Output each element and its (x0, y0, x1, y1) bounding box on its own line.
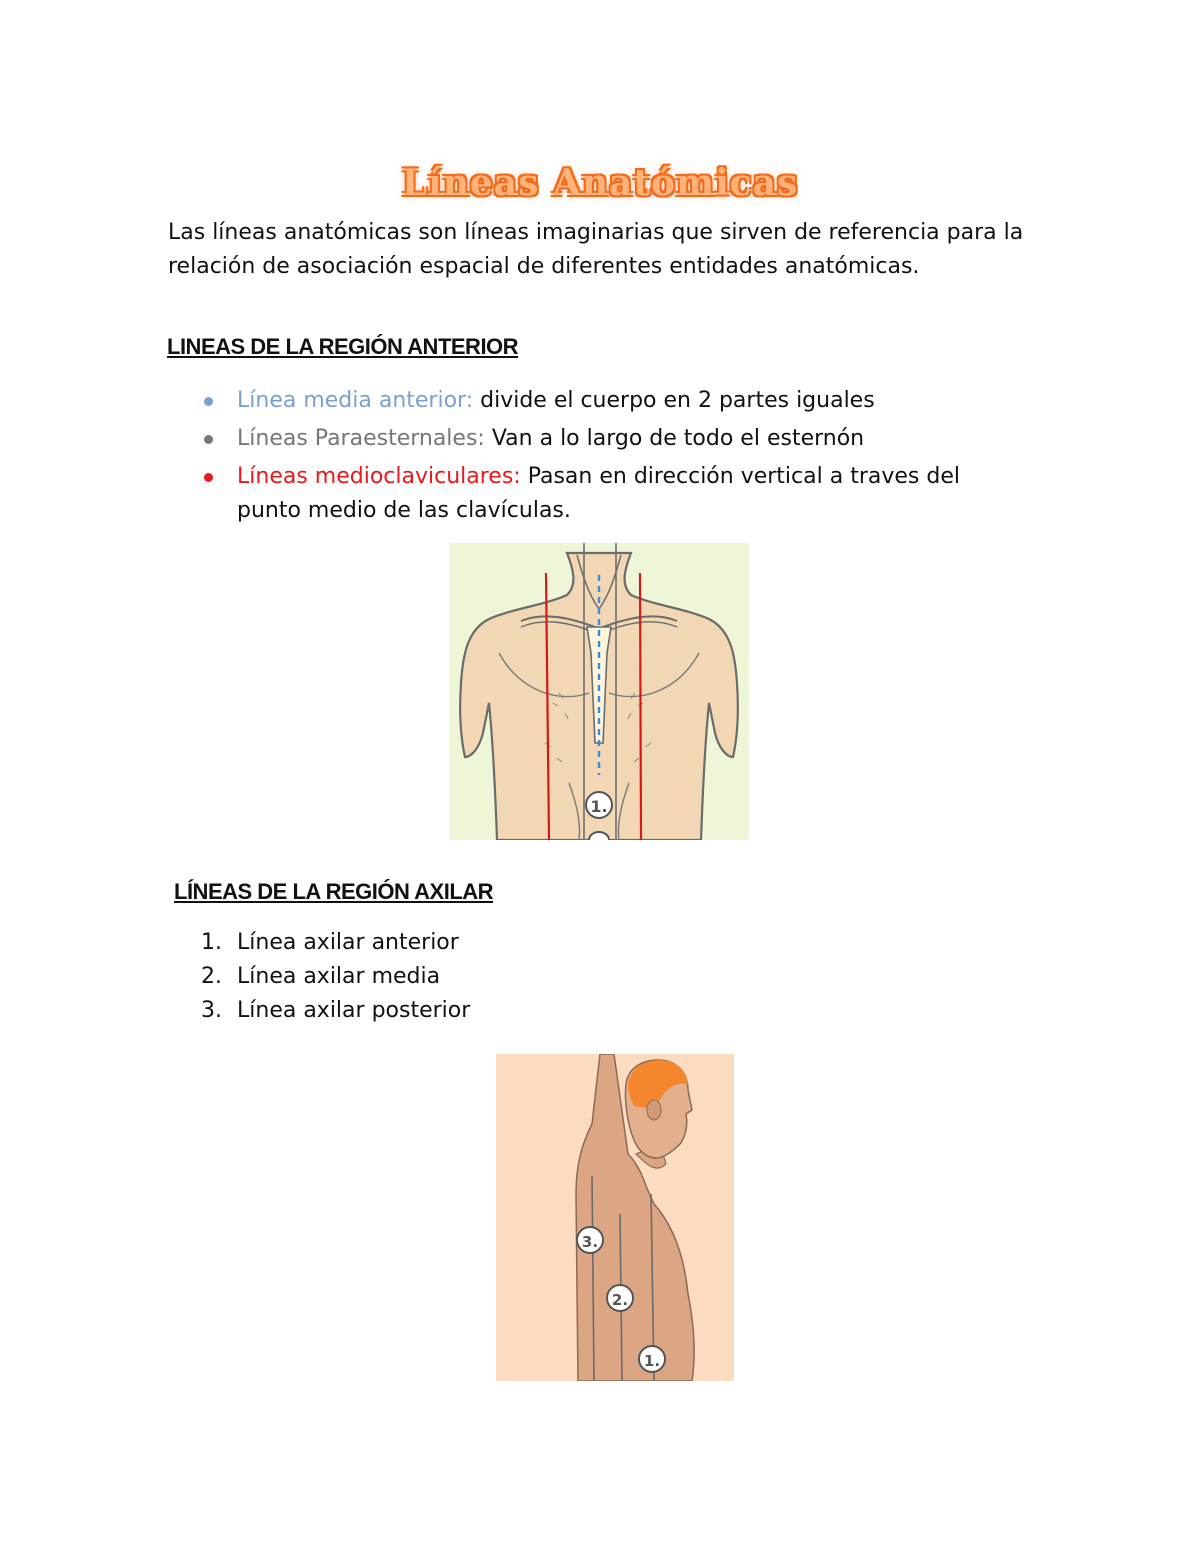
item-term: Líneas Paraesternales: (237, 426, 485, 451)
figure-label-1: 1. (590, 797, 608, 816)
item-term: Línea media anterior: (237, 388, 474, 413)
section-heading-anterior: LINEAS DE LA REGIÓN ANTERIOR (167, 334, 519, 359)
item-text: Línea axilar anterior (237, 930, 459, 955)
bullet-icon (204, 435, 213, 444)
list-item (168, 460, 1028, 528)
item-desc: Pasan en dirección vertical a traves del punto medio de las clavículas. (237, 464, 960, 523)
figure-label-2: 2. (611, 1291, 629, 1309)
bullet-icon (204, 473, 213, 482)
item-text: Línea axilar posterior (237, 998, 471, 1023)
list-item (168, 994, 868, 1028)
section-heading-axilar: LÍNEAS DE LA REGIÓN AXILAR (174, 879, 494, 904)
figure-label-1: 1. (643, 1352, 661, 1370)
bullet-icon (204, 397, 213, 406)
item-term: Líneas medioclaviculares: (237, 464, 521, 489)
item-desc: Van a lo largo de todo el esternón (484, 426, 865, 451)
document-title: Líneas Anatómicas (401, 162, 799, 205)
list-item (168, 960, 868, 994)
list-item (168, 422, 1028, 456)
axilar-torso-figure (496, 1054, 734, 1381)
item-number: 2. (201, 964, 222, 989)
list-item (168, 384, 1028, 418)
anterior-torso-figure (449, 543, 749, 840)
figure-label-3: 3. (581, 1233, 599, 1251)
axilar-lines-list (168, 926, 868, 1028)
item-number: 1. (201, 930, 222, 955)
intro-paragraph: Las líneas anatómicas son líneas imaginarias que sirven de referencia para la relación de asociación espacial de diferentes entidades anatómicas. (168, 220, 1024, 279)
item-number: 3. (201, 998, 222, 1023)
item-text: Línea axilar media (237, 964, 441, 989)
list-item (168, 926, 868, 960)
anterior-lines-list (168, 384, 1028, 532)
item-desc: divide el cuerpo en 2 partes iguales (473, 388, 875, 413)
